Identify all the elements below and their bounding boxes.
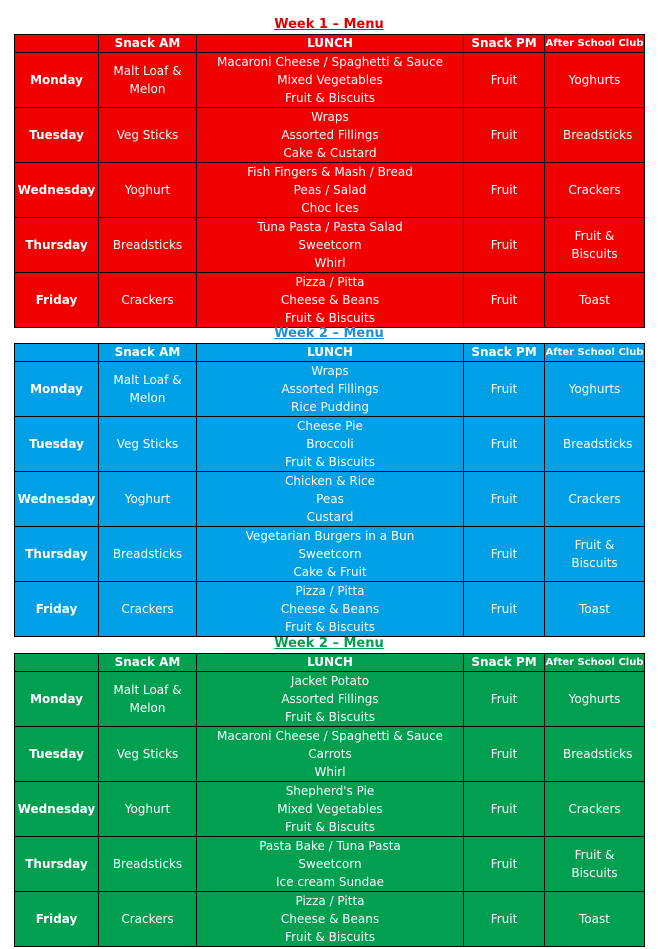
lunch-item: Fruit & Biscuits [285, 930, 375, 944]
after-school-club-cell: Fruit & Biscuits [545, 837, 645, 892]
lunch-item: Whirl [314, 765, 346, 779]
table-row [15, 273, 645, 328]
lunch-item: Jacket Potato [290, 674, 370, 688]
header-row [15, 654, 645, 672]
lunch-item: Wraps [311, 364, 349, 378]
lunch-item: Macaroni Cheese / Spaghetti & Sauce [217, 729, 443, 743]
lunch-item: Pizza / Pitta [295, 275, 365, 289]
after-school-club-cell: Crackers [545, 163, 645, 218]
lunch-cell [197, 892, 464, 947]
snack-am-cell: Yoghurt [99, 472, 197, 527]
header-lunch: LUNCH [197, 654, 464, 672]
snack-am-cell: Veg Sticks [99, 417, 197, 472]
header-day [15, 35, 99, 53]
lunch-item: Cheese Pie [297, 419, 363, 433]
after-school-club-cell: Crackers [545, 782, 645, 837]
lunch-item: Peas [316, 492, 344, 506]
table-row [15, 53, 645, 108]
table-row [15, 582, 645, 637]
lunch-item: Cake & Fruit [293, 565, 367, 579]
lunch-item: Custard [306, 510, 354, 524]
lunch-cell [197, 273, 464, 328]
after-school-club-cell: Fruit & Biscuits [545, 527, 645, 582]
day-cell: Thursday [15, 218, 99, 273]
after-school-club-cell: Yoghurts [545, 672, 645, 727]
snack-am-cell: Yoghurt [99, 163, 197, 218]
table-row [15, 163, 645, 218]
lunch-cell [197, 362, 464, 417]
header-snack-pm: Snack PM [464, 35, 545, 53]
lunch-item: Broccoli [306, 437, 354, 451]
snack-pm-cell: Fruit [464, 273, 545, 328]
snack-pm-cell: Fruit [464, 218, 545, 273]
lunch-item: Pasta Bake / Tuna Pasta [259, 839, 401, 853]
header-lunch: LUNCH [197, 35, 464, 53]
lunch-item: Ice cream Sundae [275, 875, 385, 889]
lunch-item: Pizza / Pitta [295, 894, 365, 908]
snack-am-cell: Crackers [99, 273, 197, 328]
day-cell: Monday [15, 362, 99, 417]
week-2-menu-table [14, 343, 645, 637]
after-school-club-cell: Crackers [545, 472, 645, 527]
lunch-item: Mixed Vegetables [277, 73, 383, 87]
snack-am-cell: Veg Sticks [99, 727, 197, 782]
lunch-cell [197, 782, 464, 837]
snack-pm-cell: Fruit [464, 472, 545, 527]
day-cell: Tuesday [15, 417, 99, 472]
lunch-cell [197, 163, 464, 218]
lunch-item: Assorted Fillings [281, 382, 379, 396]
snack-pm-cell: Fruit [464, 417, 545, 472]
lunch-item: Cheese & Beans [280, 293, 380, 307]
lunch-cell [197, 837, 464, 892]
snack-pm-cell: Fruit [464, 782, 545, 837]
lunch-item: Assorted Fillings [281, 692, 379, 706]
day-cell: Wednesday [15, 782, 99, 837]
table-row [15, 218, 645, 273]
snack-pm-cell: Fruit [464, 727, 545, 782]
day-cell: Friday [15, 273, 99, 328]
day-cell: Wednesday [15, 163, 99, 218]
snack-am-cell: Crackers [99, 582, 197, 637]
lunch-cell [197, 672, 464, 727]
lunch-item: Assorted Fillings [281, 128, 379, 142]
snack-am-cell: Veg Sticks [99, 108, 197, 163]
day-cell: Tuesday [15, 108, 99, 163]
snack-pm-cell: Fruit [464, 362, 545, 417]
snack-am-cell: Yoghurt [99, 782, 197, 837]
header-after-school-club: After School Club [545, 35, 645, 53]
header-after-school-club: After School Club [545, 654, 645, 672]
lunch-cell [197, 527, 464, 582]
after-school-club-cell: Yoghurts [545, 362, 645, 417]
snack-pm-cell: Fruit [464, 163, 545, 218]
header-row [15, 344, 645, 362]
lunch-item: Fruit & Biscuits [285, 620, 375, 634]
after-school-club-cell: Breadsticks [545, 108, 645, 163]
lunch-item: Sweetcorn [298, 238, 362, 252]
snack-pm-cell: Fruit [464, 892, 545, 947]
snack-am-cell: Breadsticks [99, 218, 197, 273]
header-snack-am: Snack AM [99, 654, 197, 672]
lunch-item: Pizza / Pitta [295, 584, 365, 598]
day-cell: Monday [15, 672, 99, 727]
header-lunch: LUNCH [197, 344, 464, 362]
snack-am-cell: Malt Loaf & Melon [99, 53, 197, 108]
after-school-club-cell: Yoghurts [545, 53, 645, 108]
lunch-item: Shepherd's Pie [285, 784, 375, 798]
lunch-item: Cheese & Beans [280, 602, 380, 616]
lunch-item: Fruit & Biscuits [285, 820, 375, 834]
snack-pm-cell: Fruit [464, 527, 545, 582]
header-day [15, 344, 99, 362]
lunch-item: Vegetarian Burgers in a Bun [245, 529, 415, 543]
table-row [15, 727, 645, 782]
day-cell: Wednesday [15, 472, 99, 527]
lunch-cell [197, 582, 464, 637]
lunch-item: Sweetcorn [298, 547, 362, 561]
lunch-cell [197, 727, 464, 782]
week-1-menu-table [14, 34, 645, 328]
lunch-item: Rice Pudding [291, 400, 369, 414]
after-school-club-cell: Toast [545, 582, 645, 637]
lunch-item: Fruit & Biscuits [285, 710, 375, 724]
week-1-title: Week 1 – Menu [274, 17, 384, 32]
lunch-cell [197, 53, 464, 108]
week-3-menu-table [14, 653, 645, 947]
table-row [15, 417, 645, 472]
table-row [15, 362, 645, 417]
day-cell: Tuesday [15, 727, 99, 782]
lunch-item: Carrots [308, 747, 352, 761]
lunch-item: Fruit & Biscuits [285, 91, 375, 105]
header-snack-pm: Snack PM [464, 654, 545, 672]
lunch-cell [197, 417, 464, 472]
lunch-item: Cake & Custard [283, 146, 377, 160]
lunch-item: Macaroni Cheese / Spaghetti & Sauce [217, 55, 443, 69]
header-snack-am: Snack AM [99, 35, 197, 53]
lunch-item: Cheese & Beans [280, 912, 380, 926]
snack-pm-cell: Fruit [464, 672, 545, 727]
lunch-item: Fruit & Biscuits [285, 311, 375, 325]
lunch-cell [197, 108, 464, 163]
table-row [15, 472, 645, 527]
table-row [15, 837, 645, 892]
snack-pm-cell: Fruit [464, 108, 545, 163]
lunch-item: Sweetcorn [298, 857, 362, 871]
after-school-club-cell: Toast [545, 273, 645, 328]
after-school-club-cell: Breadsticks [545, 417, 645, 472]
snack-pm-cell: Fruit [464, 582, 545, 637]
lunch-cell [197, 218, 464, 273]
week-2-title: Week 2 – Menu [274, 326, 384, 341]
snack-pm-cell: Fruit [464, 53, 545, 108]
lunch-item: Wraps [311, 110, 349, 124]
day-cell: Thursday [15, 527, 99, 582]
snack-am-cell: Breadsticks [99, 527, 197, 582]
lunch-item: Chicken & Rice [284, 474, 376, 488]
table-row [15, 527, 645, 582]
lunch-item: Tuna Pasta / Pasta Salad [257, 220, 403, 234]
table-row [15, 782, 645, 837]
header-row [15, 35, 645, 53]
snack-am-cell: Crackers [99, 892, 197, 947]
snack-am-cell: Malt Loaf & Melon [99, 672, 197, 727]
header-day [15, 654, 99, 672]
snack-am-cell: Breadsticks [99, 837, 197, 892]
snack-pm-cell: Fruit [464, 837, 545, 892]
table-row [15, 108, 645, 163]
after-school-club-cell: Breadsticks [545, 727, 645, 782]
day-cell: Friday [15, 582, 99, 637]
after-school-club-cell: Fruit & Biscuits [545, 218, 645, 273]
header-snack-pm: Snack PM [464, 344, 545, 362]
day-cell: Friday [15, 892, 99, 947]
after-school-club-cell: Toast [545, 892, 645, 947]
lunch-item: Fruit & Biscuits [285, 455, 375, 469]
header-snack-am: Snack AM [99, 344, 197, 362]
header-after-school-club: After School Club [545, 344, 645, 362]
day-cell: Thursday [15, 837, 99, 892]
lunch-item: Mixed Vegetables [277, 802, 383, 816]
lunch-item: Whirl [314, 256, 346, 270]
lunch-item: Choc Ices [301, 201, 359, 215]
table-row [15, 892, 645, 947]
day-cell: Monday [15, 53, 99, 108]
lunch-item: Peas / Salad [293, 183, 367, 197]
lunch-item: Fish Fingers & Mash / Bread [247, 165, 413, 179]
lunch-cell [197, 472, 464, 527]
snack-am-cell: Malt Loaf & Melon [99, 362, 197, 417]
table-row [15, 672, 645, 727]
week-3-title: Week 2 – Menu [274, 636, 384, 651]
